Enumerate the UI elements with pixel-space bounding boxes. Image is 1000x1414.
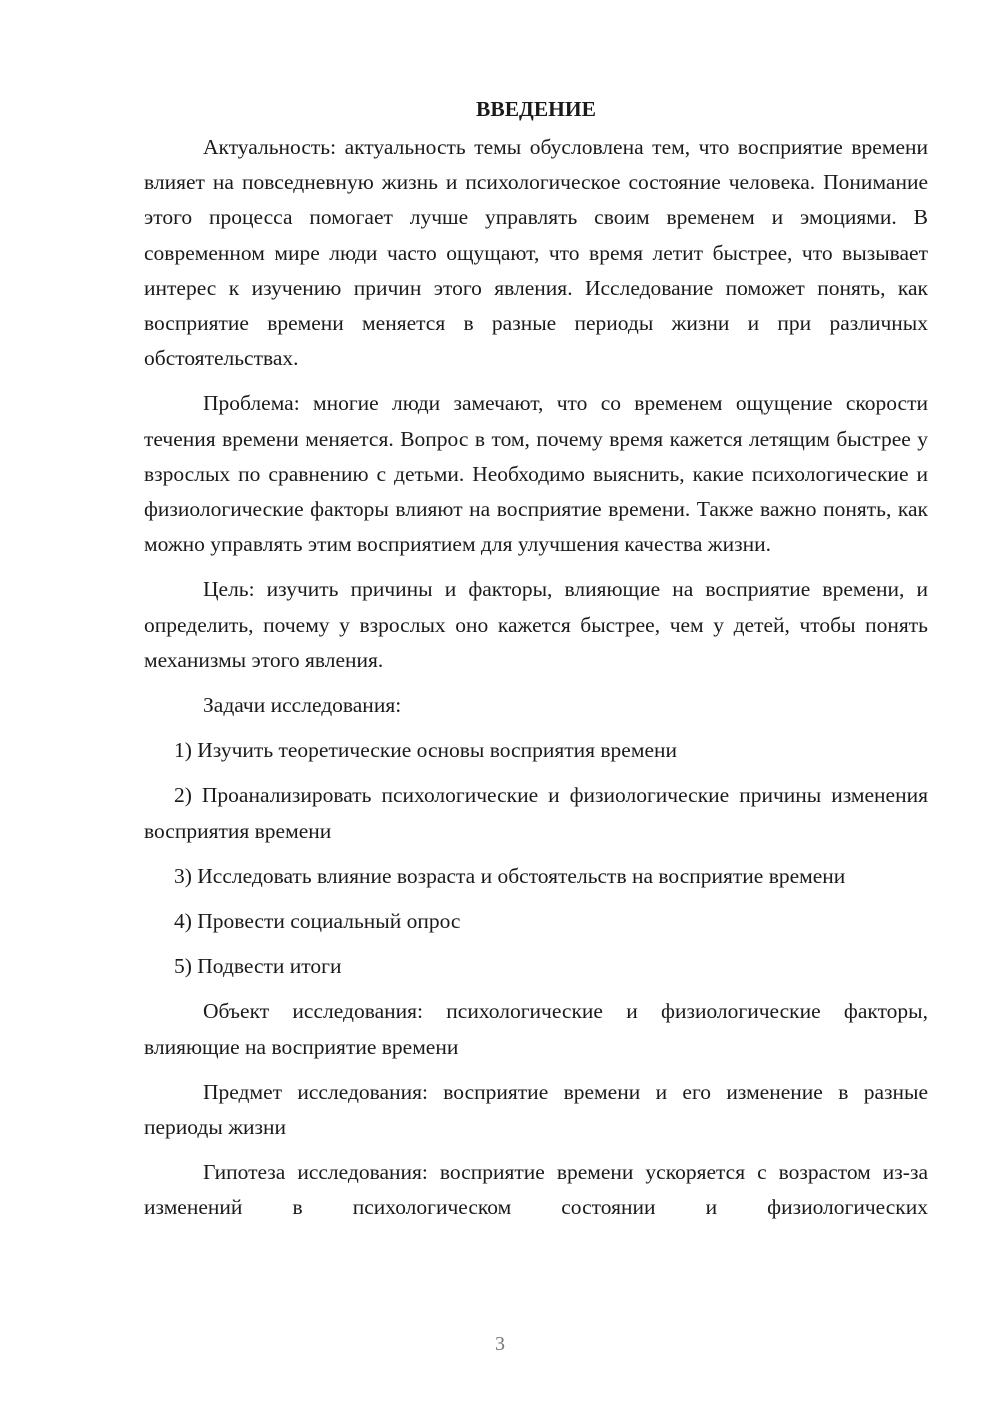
paragraph-problem: Проблема: многие люди замечают, что со временем ощущение скорости течения времени меняется. Вопрос в том, почему время кажется летящим быстрее у взрослых по сравнению с детьми. Необходимо выяснить, какие психологические и физиологические факторы влияют на восприятие времени. Также важно понять, как можно управлять этим восприятием для улучшения качества жизни. — [144, 391, 928, 557]
paragraph-hypothesis: Гипотеза исследования: восприятие времени ускоряется с возрастом из-за изменений в психологическом состоянии и физиологических — [144, 1160, 928, 1220]
document-page — [144, 92, 928, 1236]
task-item-5: 5) Подвести итоги — [174, 954, 342, 979]
paragraph-goal: Цель: изучить причины и факторы, влияющие на восприятие времени, и определить, почему у взрослых оно кажется быстрее, чем у детей, чтобы понять механизмы этого явления. — [144, 577, 928, 672]
paragraph-subject: Предмет исследования: восприятие времени и его изменение в разные периоды жизни — [144, 1079, 928, 1140]
page-number: 3 — [495, 1333, 505, 1355]
task-item-3: 3) Исследовать влияние возраста и обстоятельств на восприятие времени — [174, 863, 846, 888]
task-item-1: 1) Изучить теоретические основы восприятия времени — [174, 738, 677, 763]
paragraph-tasks-heading: Задачи исследования: — [203, 693, 402, 718]
task-item-2: 2) Проанализировать психологические и физиологические причины изменения восприятия времени — [144, 783, 928, 843]
paragraph-object: Объект исследования: психологические и физиологические факторы, влияющие на восприятие времени — [144, 999, 928, 1059]
task-item-4: 4) Провести социальный опрос — [174, 909, 461, 934]
section-title: ВВЕДЕНИЕ — [476, 97, 596, 121]
paragraph-relevance: Актуальность: актуальность темы обусловлена тем, что восприятие времени влияет на повседневную жизнь и психологическое состояние человека. Понимание этого процесса помогает лучше управлять своим временем и эмоциями. В современном мире люди часто ощущают, что время летит быстрее, что вызывает интерес к изучению причин этого явления. Исследование поможет понять, как восприятие времени меняется в разные периоды жизни и при различных обстоятельствах. — [144, 135, 928, 371]
